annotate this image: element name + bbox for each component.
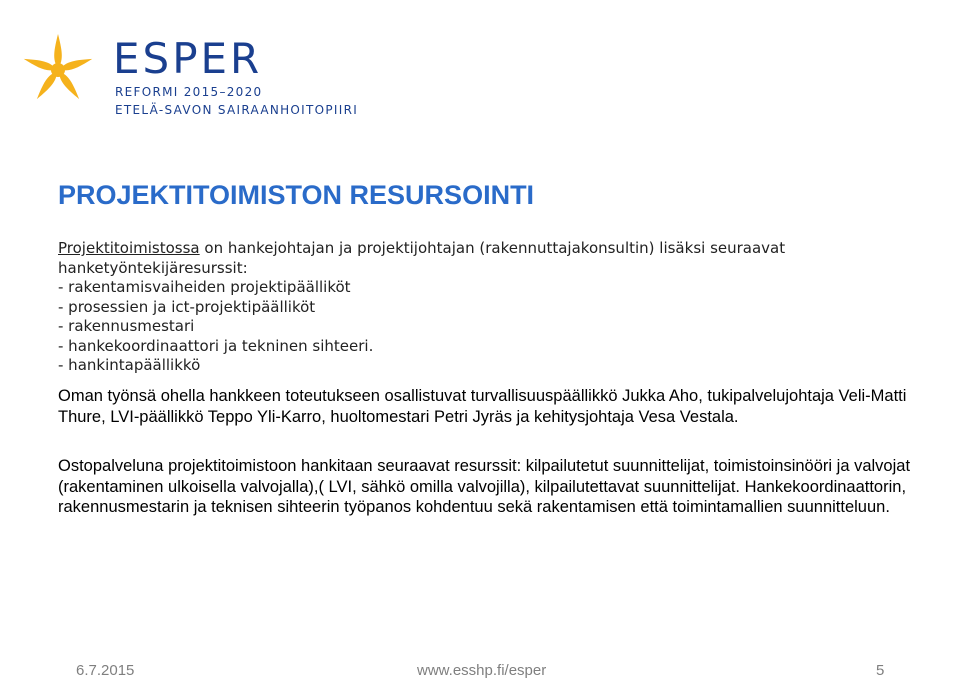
paragraph-purchased-services: Ostopalveluna projektitoimistoon hankitaan seuraavat resurssit: kilpailutetut suunnittelijat, toimistoinsinööri ja valvojat (rakentaminen ulkoisella valvojalla),( LVI, sähkö omilla valvojilla), kilpailutettavat suunnittelijat. Hankekoordinaattorin, rakennusmestarin ja teknisen sihteerin työpanos kohdentuu sekä rakentamisen että toimintamallien suunnitteluun. <box>58 457 911 516</box>
list-item: - prosessien ja ict-projektipäälliköt <box>58 297 316 316</box>
logo-tagline: REFORMI 2015–2020 <box>115 85 263 99</box>
resource-list <box>58 278 918 376</box>
slide-title: PROJEKTITOIMISTON RESURSOINTI <box>58 180 535 210</box>
logo-organization: ETELÄ-SAVON SAIRAANHOITOPIIRI <box>115 103 359 117</box>
footer-page-number: 5 <box>876 662 885 679</box>
intro-block <box>58 239 918 376</box>
footer-date: 6.7.2015 <box>76 662 135 679</box>
footer-url[interactable]: www.esshp.fi/esper <box>417 662 547 679</box>
list-item: - rakennusmestari <box>58 317 195 335</box>
logo-name: ESPER <box>113 34 263 83</box>
list-item: - rakentamisvaiheiden projektipäälliköt <box>58 278 351 296</box>
esper-logo <box>18 30 359 120</box>
intro-link[interactable]: Projektitoimistossa <box>58 239 200 257</box>
intro-text: on hankejohtajan ja projektijohtajan (rakennuttajakonsultin) lisäksi seuraavat hanketyöntekijäresurssit: <box>58 239 786 277</box>
list-item: - hankintapäällikkö <box>58 356 201 374</box>
intro-sentence <box>58 239 918 278</box>
paragraph-participants: Oman työnsä ohella hankkeen toteutukseen osallistuvat turvallisuuspäällikkö Jukka Aho, tukipalvelujohtaja Veli-Matti Thure, LVI-päällikkö Teppo Yli-Karro, huoltomestari Petri Jyräs ja kehitysjohtaja Vesa Vestala. <box>58 387 907 426</box>
list-item: - hankekoordinaattori ja tekninen sihteeri. <box>58 336 374 355</box>
esper-star-icon <box>18 30 98 110</box>
